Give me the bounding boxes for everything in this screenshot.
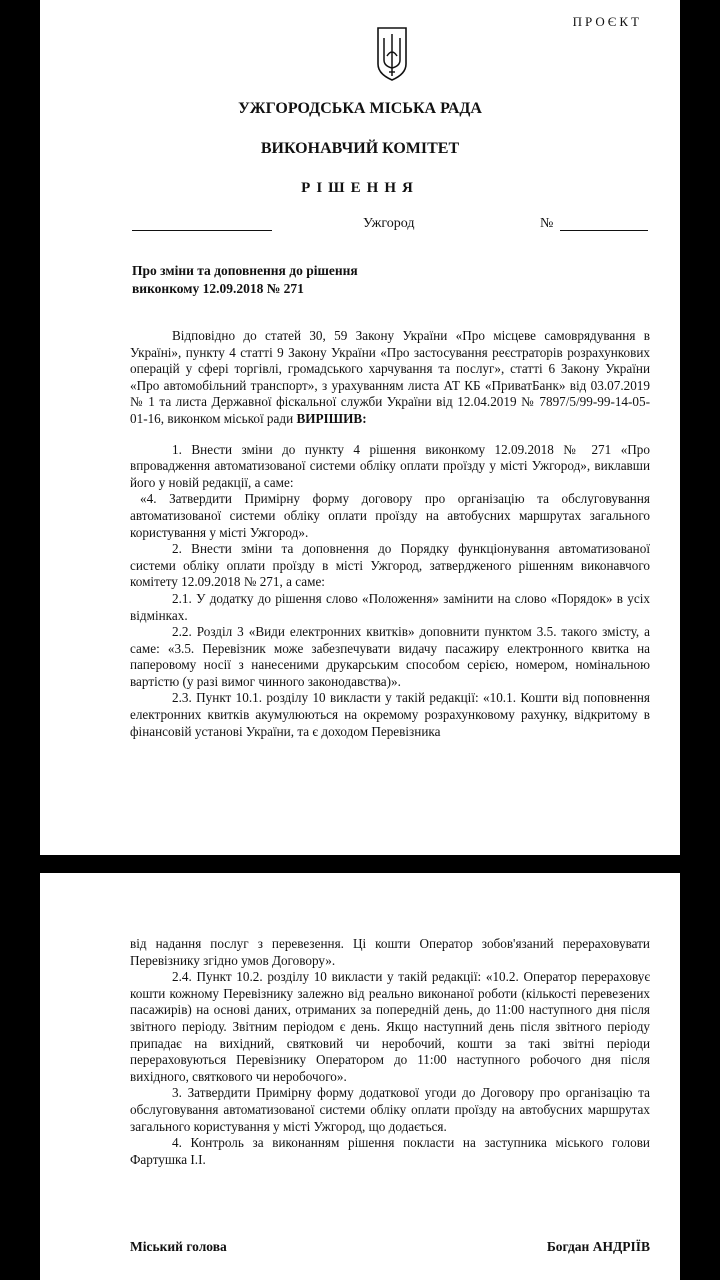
item-2-3-continued: від надання послуг з перевезення. Ці кошти Оператор зобов'язаний перераховувати Перевізнику згідно умов Договору». [130,936,650,968]
signature-title: Міський голова [130,1239,227,1254]
preamble-text: Відповідно до статей 30, 59 Закону України «Про місцеве самоврядування в Україні», пункту 4 статті 9 Закону України «Про застосування реєстраторів розрахункових операцій у сфері торгівлі, громадського харчування та послуг», статті 6 Закону України «Про автомобільний транспорт», з урахуванням листа АТ КБ «ПриватБанк» від 03.07.2019 № 1 та листа Державної фіскальної служби України від 12.04.2019 № 7897/5/99-99-14-05-01-16, виконком міської ради [130,328,650,426]
resolved-label: ВИРІШИВ: [296,410,367,426]
decision-heading: РІШЕННЯ [301,180,419,196]
document-page-1 [40,0,680,855]
item-2-1: 2.1. У додатку до рішення слово «Положення» замінити на слово «Порядок» в усіх відмінках. [130,590,650,623]
item-2-3: 2.3. Пункт 10.1. розділу 10 викласти у такій редакції: «10.1. Кошти від поповнення електронних квитків акумулюються на окремому розрахунковому рахунку, відкритому в фінансовій установі України, та є доходом Перевізника [130,690,650,739]
city-label: Ужгород [363,216,415,231]
committee-heading: ВИКОНАВЧИЙ КОМІТЕТ [260,140,460,157]
document-body-page-1 [130,328,650,740]
trident-icon [375,26,409,82]
subject-line-1: Про зміни та доповнення до рішення [132,263,358,278]
date-blank-line [132,230,272,231]
item-2-4: 2.4. Пункт 10.2. розділу 10 викласти у такій редакції: «10.2. Оператор перераховує кошти кожному Перевізнику залежно від реально виконаної роботи (кількості перевезених пасажирів) на основі даних, отриманих за попередній день, до 11:00 наступного дня після звітного періоду. Звітним періодом є день. Якщо наступний день після звітного періоду припадає на вихідний, святковий чи неробочий, кошти за такі звітні періоди перераховуються Перевізнику Оператором до 11:00 наступного робочого дня після вихідного, святкового чи неробочого». [130,969,650,1084]
item-1: 1. Внести зміни до пункту 4 рішення виконкому 12.09.2018 № 271 «Про впровадження автоматизованої системи обліку оплати проїзду у місті Ужгород», виклавши його у новій редакції, а саме: [130,441,650,490]
preamble-paragraph [130,328,650,428]
document-page-2 [40,873,680,1280]
decision-subject [132,262,432,298]
number-blank-line [560,230,648,231]
number-sign: № [540,216,554,231]
council-heading: УЖГОРОДСЬКА МІСЬКА РАДА [238,100,482,117]
item-2-2: 2.2. Розділ 3 «Види електронних квитків» доповнити пунктом 3.5. такого змісту, а саме: «3.5. Перевізник може забезпечувати видачу пасажиру електронного квитка на паперовому носії з нанесеними друкарським способом серією, номером, номінальною вартістю (у разі вимог чинного законодавства)». [130,624,650,689]
item-2: 2. Внести зміни та доповнення до Порядку функціонування автоматизованої системи обліку оплати проїзду в місті Ужгород, затвердженого рішенням виконавчого комітету 12.09.2018 № 271, а саме: [130,541,650,590]
item-1-quote: «4. Затвердити Примірну форму договору про організацію та обслуговування автоматизованої системи обліку оплати проїзду на автобусних маршрутах загального користування у місті Ужгород». [130,491,650,540]
signature-name: Богдан АНДРІЇВ [546,1239,650,1254]
document-body-page-2 [130,936,650,1168]
subject-line-2: виконкому 12.09.2018 № 271 [132,281,304,296]
item-3: 3. Затвердити Примірну форму додаткової угоди до Договору про організацію та обслуговування автоматизованої системи обліку оплати проїзду на автобусних маршрутах загального користування у місті Ужгород, що додається. [130,1085,650,1134]
item-4: 4. Контроль за виконанням рішення покласти на заступника міського голови Фартушка І.І. [130,1135,650,1167]
draft-stamp: ПРОЄКТ [572,14,642,29]
